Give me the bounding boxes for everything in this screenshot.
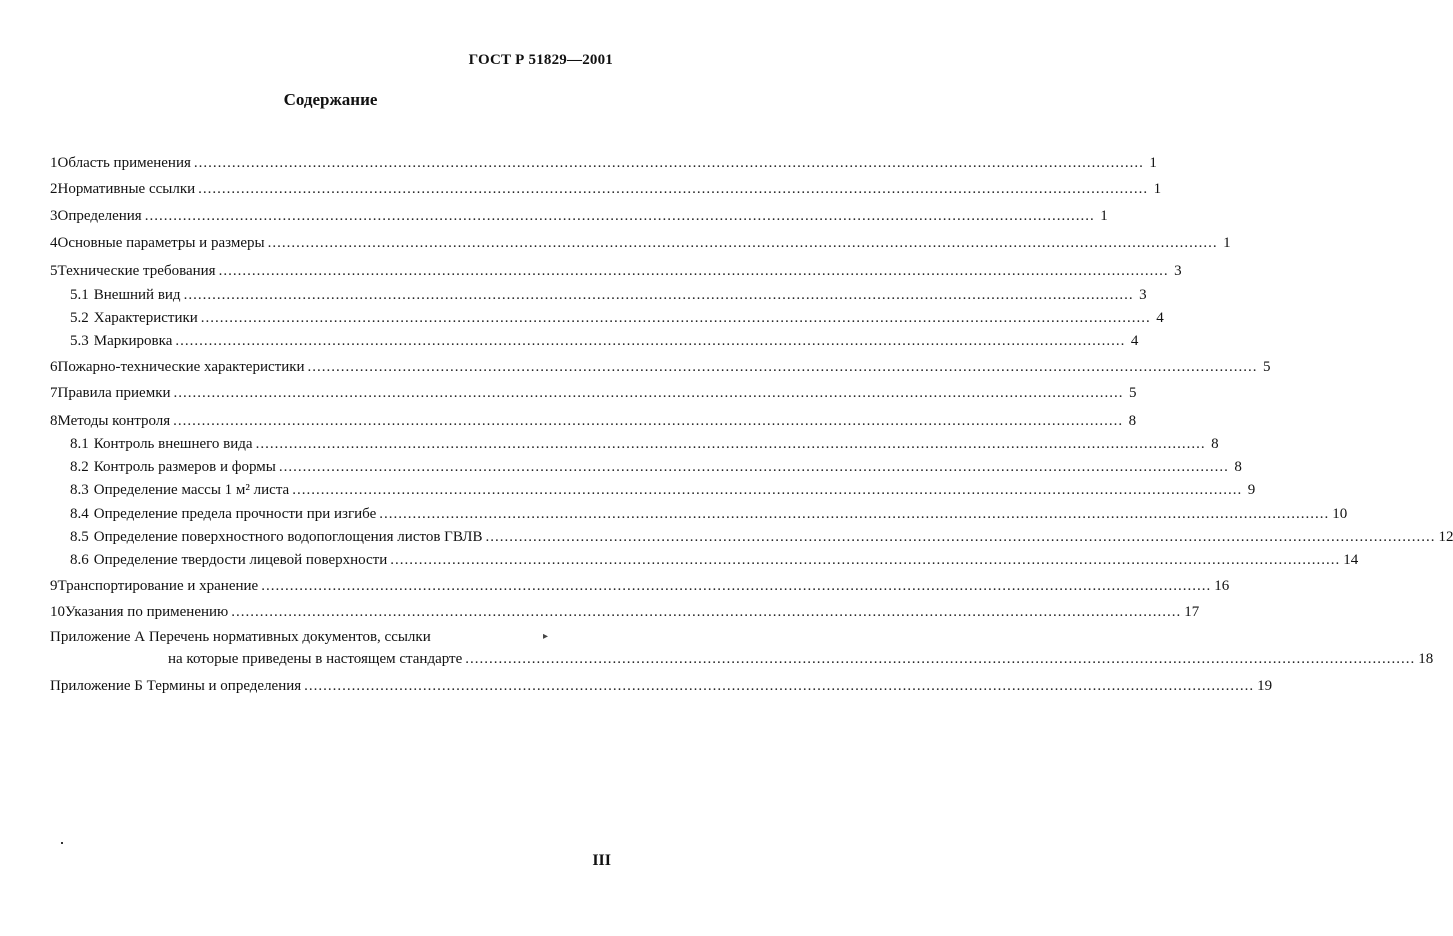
page-title: Содержание (283, 90, 378, 109)
toc-page: 18 (1418, 651, 1434, 667)
toc-page: 10 (1332, 506, 1348, 522)
leader-dots: ........................................................................................................................................................................................................ (183, 287, 1134, 303)
toc-label: Методы контроля (57, 413, 171, 429)
toc-entry-4[interactable] (50, 235, 1231, 257)
toc-page: 5 (1263, 359, 1271, 375)
toc-page: 17 (1184, 604, 1200, 620)
toc-number: 2 (50, 181, 58, 197)
toc-number: 8.3 (70, 482, 89, 498)
toc-entry-5-2[interactable] (70, 310, 1164, 332)
toc-number: 5.2 (70, 310, 89, 326)
toc-entry-1[interactable] (50, 155, 1157, 177)
page-number: III (592, 852, 611, 869)
toc-label: Область применения (57, 155, 191, 171)
toc-label: Приложение Б Термины и определения (50, 678, 302, 694)
leader-dots: ........................................................................................................................................................................................................ (278, 459, 1229, 475)
leader-dots: ........................................................................................................................................................................................................ (465, 651, 1416, 667)
toc-number: 1 (50, 155, 58, 171)
scan-mark: ▸ (543, 631, 549, 642)
toc-entry-8-5[interactable] (70, 529, 1453, 551)
toc-number: 4 (50, 235, 58, 251)
leader-dots: ........................................................................................................................................................................................................ (198, 181, 1149, 197)
toc-label: Указания по применению (65, 604, 229, 620)
toc-page: 16 (1214, 578, 1230, 594)
toc-label: Внешний вид (93, 287, 181, 303)
toc-label: Определения (57, 208, 142, 224)
leader-dots: ........................................................................................................................................................................................................ (379, 506, 1330, 522)
toc-label: Контроль внешнего вида (93, 436, 253, 452)
toc-page: 5 (1129, 385, 1137, 401)
toc-label: Пожарно-технические характеристики (57, 359, 305, 375)
toc-entry-7[interactable] (50, 385, 1137, 407)
toc-entry-appendix-b[interactable] (50, 678, 1273, 700)
toc-entry-8-3[interactable] (70, 482, 1256, 504)
toc-entry-8-1[interactable] (70, 436, 1219, 458)
toc-number: 8.4 (70, 506, 89, 522)
toc-label: Основные параметры и размеры (57, 235, 265, 251)
leader-dots: ........................................................................................................................................................................................................ (292, 482, 1243, 498)
toc-label: Маркировка (93, 333, 173, 349)
toc-label: Правила приемки (57, 385, 171, 401)
toc-entry-2[interactable] (50, 181, 1162, 203)
toc-number: 9 (50, 578, 58, 594)
document-code: ГОСТ Р 51829—2001 (468, 52, 613, 68)
toc-number: 7 (50, 385, 58, 401)
toc-number: 8 (50, 413, 58, 429)
toc-page: 1 (1223, 235, 1231, 251)
appendix-a-title-line1: Приложение А Перечень нормативных документов, ссылки (50, 629, 431, 645)
toc-page: 1 (1149, 155, 1157, 171)
leader-dots: ........................................................................................................................................................................................................ (485, 529, 1436, 545)
toc-entry-10[interactable] (50, 604, 1200, 626)
leader-dots: ........................................................................................................................................................................................................ (175, 333, 1126, 349)
toc-number: 10 (50, 604, 65, 620)
toc-label: Контроль размеров и формы (93, 459, 276, 475)
toc-number: 8.6 (70, 552, 89, 568)
leader-dots: ........................................................................................................................................................................................................ (200, 310, 1151, 326)
toc-entry-9[interactable] (50, 578, 1230, 600)
toc-entry-5[interactable] (50, 263, 1182, 285)
toc-label: Транспортирование и хранение (57, 578, 259, 594)
toc-entry-3[interactable] (50, 208, 1108, 230)
toc-label: Определение массы 1 м² листа (93, 482, 290, 498)
toc-page: 14 (1343, 552, 1359, 568)
toc-label: Определение предела прочности при изгибе (93, 506, 377, 522)
leader-dots: ........................................................................................................................................................................................................ (193, 155, 1144, 171)
toc-label: на которые приведены в настоящем стандарте (168, 651, 463, 667)
toc-number: 8.5 (70, 529, 89, 545)
toc-label: Технические требования (57, 263, 216, 279)
toc-page: 19 (1257, 678, 1273, 694)
toc-number: 3 (50, 208, 58, 224)
toc-page: 3 (1174, 263, 1182, 279)
leader-dots: ........................................................................................................................................................................................................ (261, 578, 1212, 594)
toc-page: 9 (1247, 482, 1256, 498)
leader-dots: ........................................................................................................................................................................................................ (218, 263, 1169, 279)
toc-number: 6 (50, 359, 58, 375)
toc-number: 8.1 (70, 436, 89, 452)
toc-page: 1 (1100, 208, 1108, 224)
toc-page: 4 (1156, 310, 1164, 326)
toc-entry-8-2[interactable] (70, 459, 1242, 481)
leader-dots: ........................................................................................................................................................................................................ (304, 678, 1255, 694)
leader-dots: ........................................................................................................................................................................................................ (267, 235, 1218, 251)
toc-page: 3 (1139, 287, 1147, 303)
leader-dots: ........................................................................................................................................................................................................ (255, 436, 1206, 452)
toc-label: Определение поверхностного водопоглощения листов ГВЛВ (93, 529, 483, 545)
leader-dots: ........................................................................................................................................................................................................ (173, 385, 1124, 401)
scan-speck (61, 842, 63, 844)
toc-entry-5-1[interactable] (70, 287, 1147, 309)
toc-page: 8 (1128, 413, 1137, 429)
toc-number: 8.2 (70, 459, 89, 475)
toc-entry-5-3[interactable] (70, 333, 1139, 355)
leader-dots: ........................................................................................................................................................................................................ (390, 552, 1341, 568)
toc-page: 8 (1211, 436, 1219, 452)
toc-label: Характеристики (93, 310, 198, 326)
toc-page: 4 (1130, 333, 1139, 349)
toc-number: 5.3 (70, 333, 89, 349)
toc-label: Определение твердости лицевой поверхности (93, 552, 388, 568)
toc-entry-8-4[interactable] (70, 506, 1348, 528)
toc-page: 12 (1438, 529, 1453, 545)
toc-entry-6[interactable] (50, 359, 1271, 381)
leader-dots: ........................................................................................................................................................................................................ (173, 413, 1124, 429)
leader-dots: ........................................................................................................................................................................................................ (144, 208, 1095, 224)
leader-dots: ........................................................................................................................................................................................................ (231, 604, 1182, 620)
leader-dots: ........................................................................................................................................................................................................ (307, 359, 1258, 375)
toc-entry-appendix-a[interactable] (168, 651, 1434, 673)
toc-page: 8 (1234, 459, 1242, 475)
toc-page: 1 (1153, 181, 1162, 197)
toc-entry-8[interactable] (50, 413, 1137, 435)
toc-number: 5 (50, 263, 58, 279)
toc-entry-8-6[interactable] (70, 552, 1359, 574)
toc-number: 5.1 (70, 287, 89, 303)
toc-label: Нормативные ссылки (57, 181, 196, 197)
